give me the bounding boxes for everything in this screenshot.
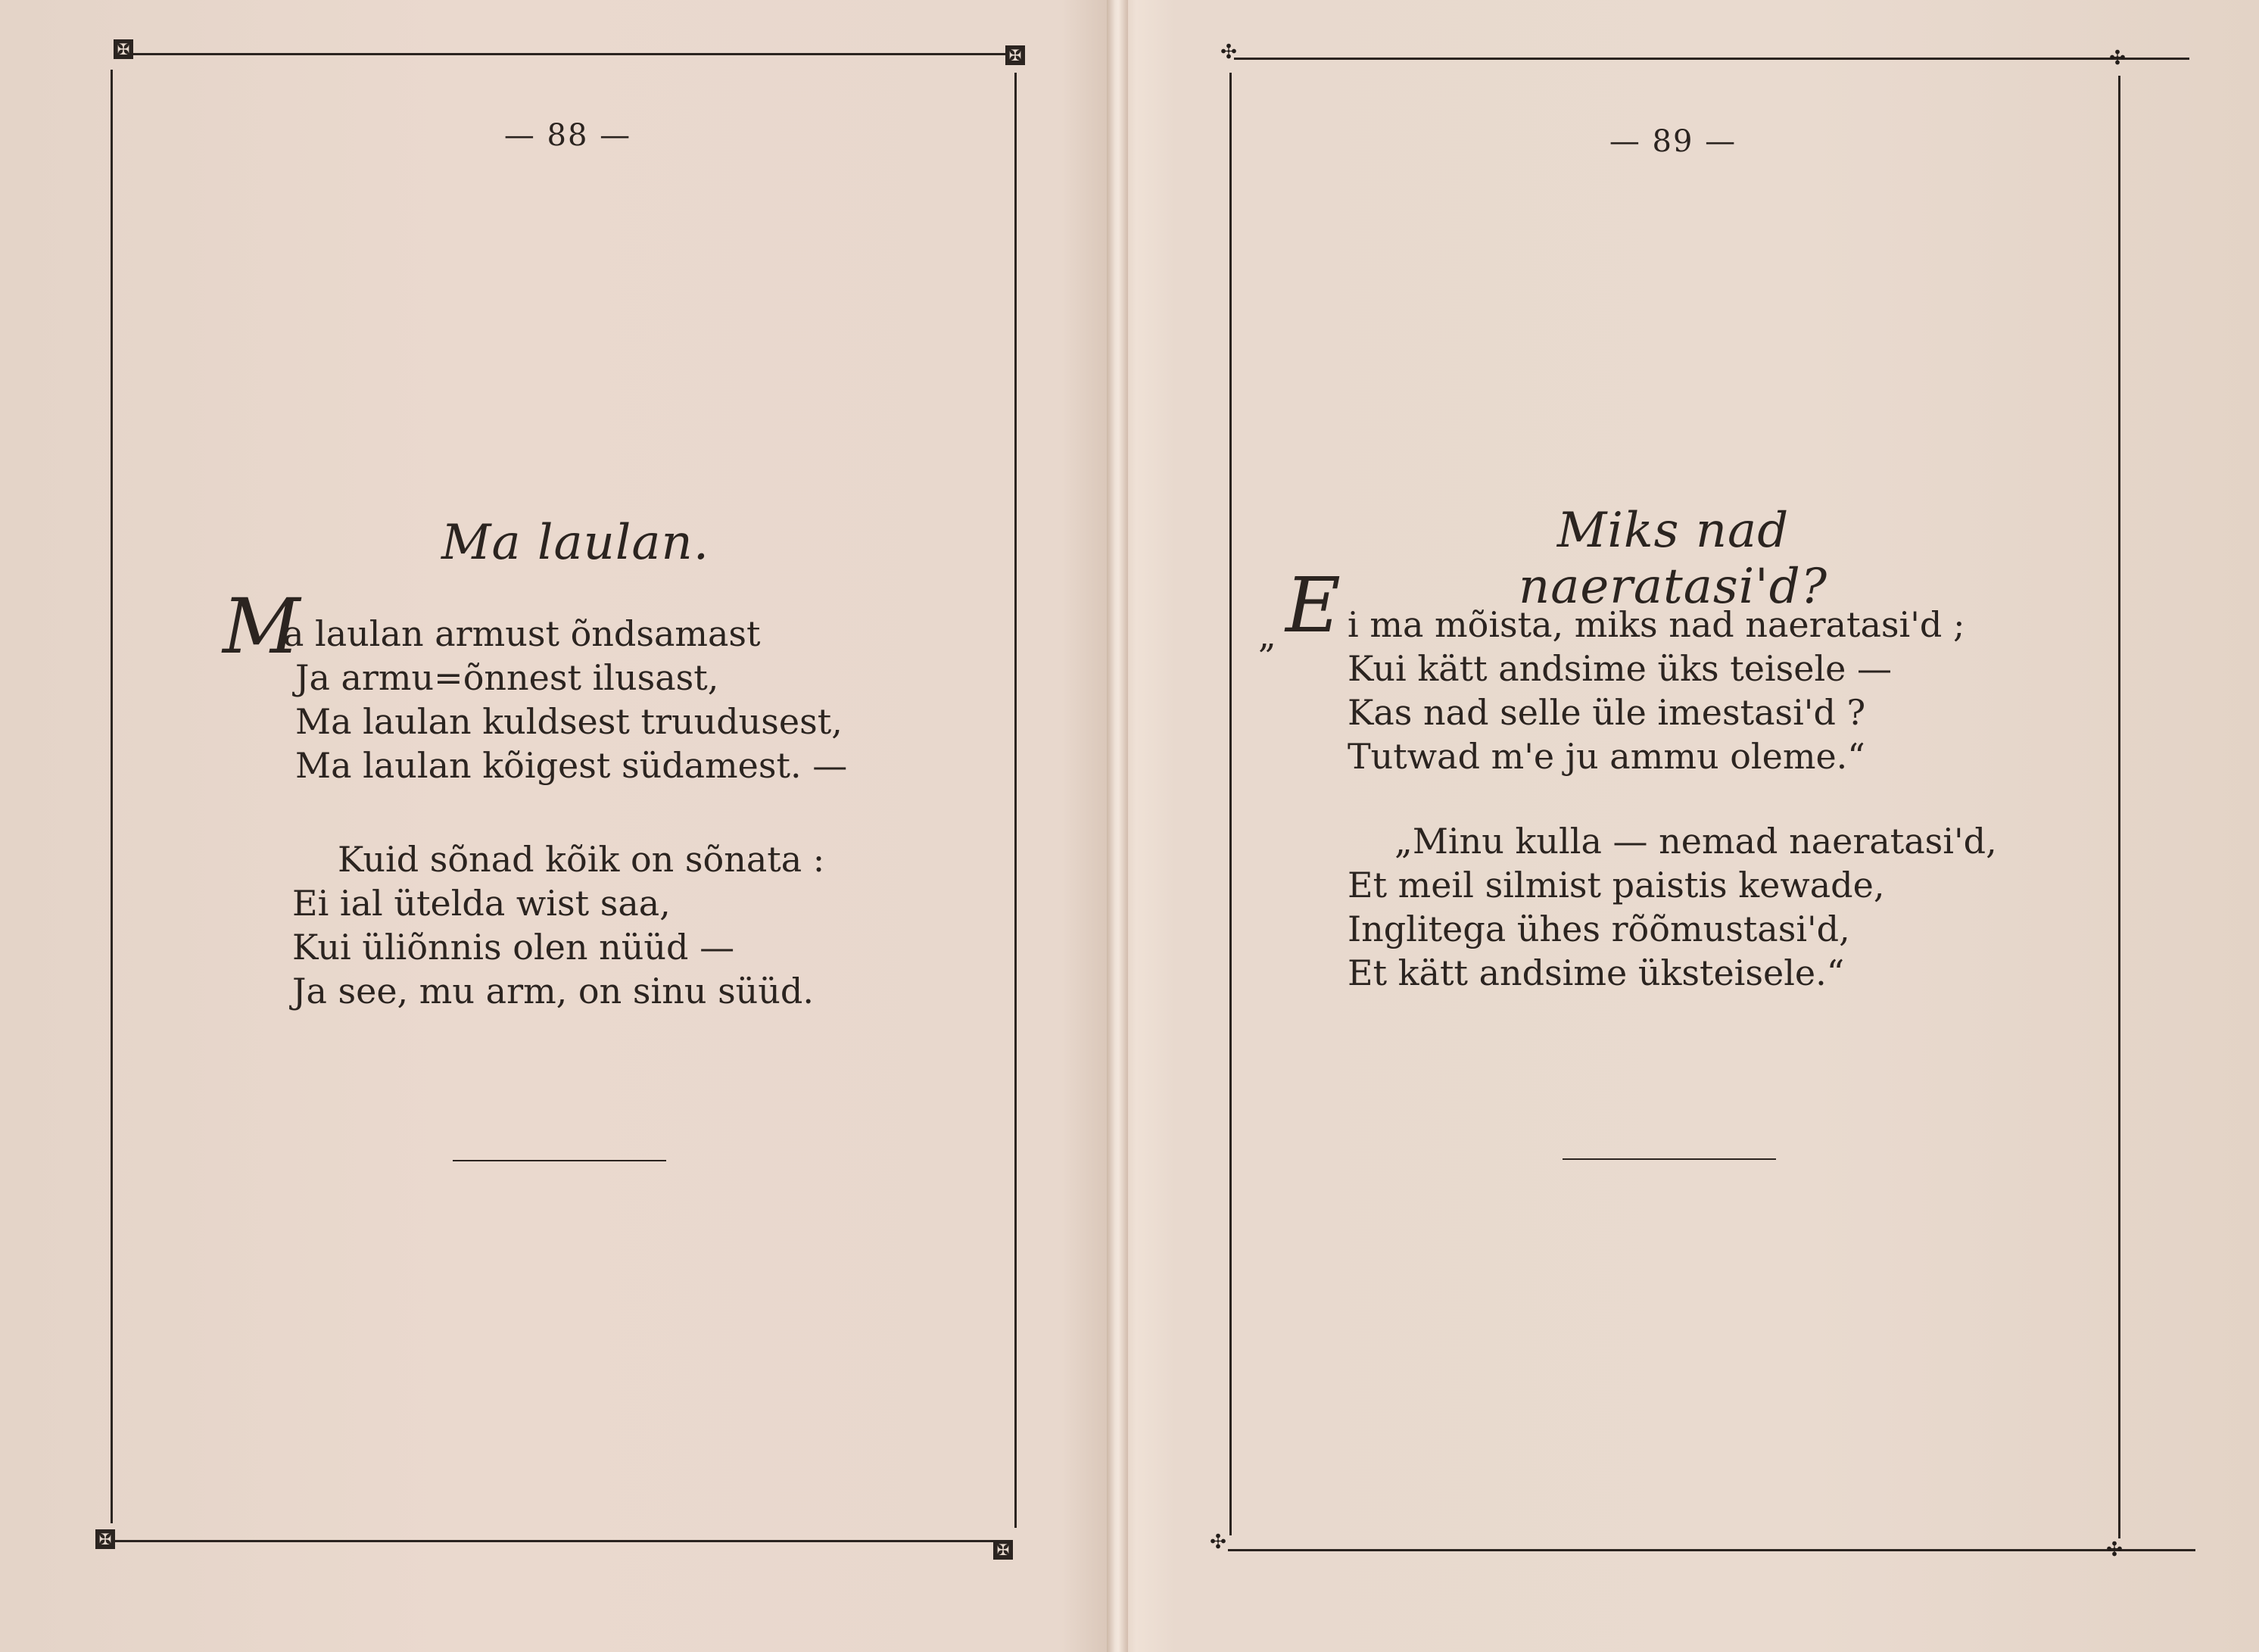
poem-title: Ma laulan. [441,515,710,571]
verse-line: Kui kätt andsime üks teisele — [1348,648,1893,689]
verse-line: Et kätt andsime üksteisele.“ [1348,952,1845,993]
stanza-1 [283,612,847,787]
closing-rule [1563,1158,1776,1160]
page-number: — 88 — [503,118,632,153]
verse-line: Inglitega ühes rõõmustasi'd, [1348,909,1850,949]
floral-x-icon: ✣ [1210,1531,1226,1554]
verse-line: Tutwad m'e ju ammu oleme.“ [1348,736,1865,777]
verse-line: Kui üliõnnis olen nüüd — [292,927,735,968]
cross-square-icon: ✠ [993,1540,1013,1560]
frame-bottom-line [1228,1549,2195,1551]
verse-line: „Minu kulla — nemad naeratasi'd, [1394,821,1997,862]
stanza-1 [1348,603,1965,778]
frame-left-line [111,70,113,1523]
frame-bottom-line [114,1540,998,1542]
verse-line: Kas nad selle üle imestasi'd ? [1348,692,1866,733]
verse-line: Ma laulan kuldsest truudusest, [295,701,843,742]
left-page [0,0,1107,1652]
verse-line: Ja armu=õnnest ilusast, [295,657,719,698]
frame-left-line [1229,73,1232,1535]
floral-x-icon: ✣ [2109,47,2126,70]
verse-line: i ma mõista, miks nad naeratasi'd ; [1348,604,1965,645]
frame-top-line [123,53,1008,55]
stanza-2 [1348,819,1997,995]
frame-right-line [2118,76,2120,1538]
book-gutter [1107,0,1128,1652]
floral-x-icon: ✣ [1220,41,1237,64]
verse-line: Ei ial ütelda wist saa, [292,883,671,924]
drop-cap: M [223,582,301,671]
verse-line: Et meil silmist paistis kewade, [1348,865,1885,905]
right-page [1128,0,2259,1652]
poem-title: Miks nad naeratasi'd? [1518,503,1828,615]
frame-top-line [1234,58,2189,60]
cross-square-icon: ✠ [95,1529,115,1549]
verse-line: Kuid sõnad kõik on sõnata : [338,839,825,880]
verse-line: a laulan armust õndsamast [283,613,761,654]
page-number: — 89 — [1609,124,1737,159]
verse-line: Ja see, mu arm, on sinu süüd. [292,971,814,1011]
floral-x-icon: ✣ [2106,1538,2123,1561]
stanza-2 [292,837,824,1013]
frame-right-line [1014,73,1017,1528]
verse-line: Ma laulan kõigest südamest. — [295,745,848,786]
cross-square-icon: ✠ [114,39,133,59]
closing-rule [453,1160,666,1161]
cross-square-icon: ✠ [1005,45,1025,65]
opening-quote: „ [1258,615,1276,656]
drop-cap: E [1285,561,1341,650]
